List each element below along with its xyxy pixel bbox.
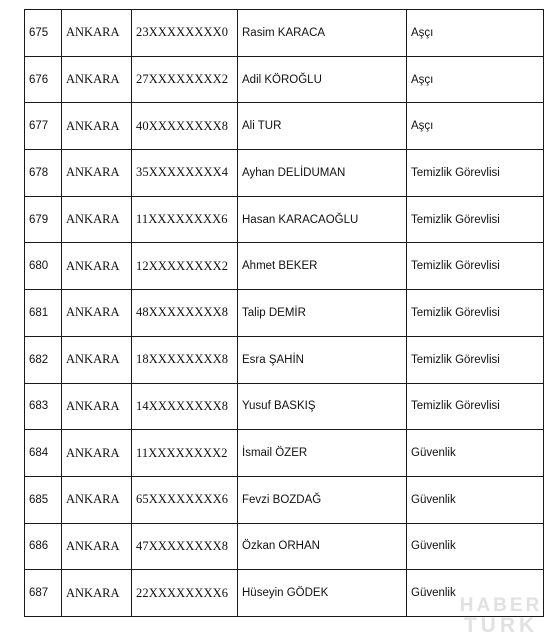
job-title-cell: Güvenlik	[407, 570, 544, 617]
row-number-cell: 685	[25, 476, 62, 523]
city-cell: ANKARA	[62, 290, 132, 337]
city-cell: ANKARA	[62, 476, 132, 523]
id-number-cell: 48XXXXXXXX8	[132, 290, 238, 337]
id-number-cell: 18XXXXXXXX8	[132, 336, 238, 383]
table-row	[25, 290, 544, 337]
row-number-cell: 676	[25, 56, 62, 103]
row-number-cell: 683	[25, 383, 62, 430]
city-cell: ANKARA	[62, 523, 132, 570]
table-row	[25, 570, 544, 617]
row-number-cell: 682	[25, 336, 62, 383]
job-title-cell: Aşçı	[407, 10, 544, 57]
full-name-cell: Fevzi BOZDAĞ	[238, 476, 407, 523]
table-row	[25, 10, 544, 57]
row-number-cell: 687	[25, 570, 62, 617]
id-number-cell: 27XXXXXXXX2	[132, 56, 238, 103]
city-cell: ANKARA	[62, 383, 132, 430]
full-name-cell: Hasan KARACAOĞLU	[238, 196, 407, 243]
table-row	[25, 336, 544, 383]
full-name-cell: İsmail ÖZER	[238, 430, 407, 477]
city-cell: ANKARA	[62, 570, 132, 617]
watermark-line1: HABER	[459, 595, 543, 616]
table-row	[25, 430, 544, 477]
city-cell: ANKARA	[62, 56, 132, 103]
id-number-cell: 23XXXXXXXX0	[132, 10, 238, 57]
id-number-cell: 12XXXXXXXX2	[132, 243, 238, 290]
job-title-cell: Aşçı	[407, 56, 544, 103]
full-name-cell: Esra ŞAHİN	[238, 336, 407, 383]
row-number-cell: 680	[25, 243, 62, 290]
row-number-cell: 684	[25, 430, 62, 477]
job-title-cell: Temizlik Görevlisi	[407, 196, 544, 243]
id-number-cell: 11XXXXXXXX6	[132, 196, 238, 243]
city-cell: ANKARA	[62, 103, 132, 150]
city-cell: ANKARA	[62, 243, 132, 290]
table-row	[25, 476, 544, 523]
job-title-cell: Temizlik Görevlisi	[407, 383, 544, 430]
table-row	[25, 150, 544, 197]
staff-list-body	[25, 10, 544, 617]
full-name-cell: Ali TUR	[238, 103, 407, 150]
job-title-cell: Temizlik Görevlisi	[407, 150, 544, 197]
full-name-cell: Ayhan DELİDUMAN	[238, 150, 407, 197]
row-number-cell: 675	[25, 10, 62, 57]
full-name-cell: Yusuf BASKIŞ	[238, 383, 407, 430]
id-number-cell: 11XXXXXXXX2	[132, 430, 238, 477]
watermark-line2: TURK	[463, 614, 539, 637]
full-name-cell: Özkan ORHAN	[238, 523, 407, 570]
table-row	[25, 243, 544, 290]
row-number-cell: 686	[25, 523, 62, 570]
full-name-cell: Talip DEMİR	[238, 290, 407, 337]
id-number-cell: 47XXXXXXXX8	[132, 523, 238, 570]
row-number-cell: 681	[25, 290, 62, 337]
job-title-cell: Temizlik Görevlisi	[407, 336, 544, 383]
job-title-cell: Temizlik Görevlisi	[407, 290, 544, 337]
city-cell: ANKARA	[62, 336, 132, 383]
job-title-cell: Temizlik Görevlisi	[407, 243, 544, 290]
staff-list-table	[24, 9, 544, 617]
job-title-cell: Güvenlik	[407, 430, 544, 477]
table-row	[25, 103, 544, 150]
table-row	[25, 523, 544, 570]
job-title-cell: Aşçı	[407, 103, 544, 150]
full-name-cell: Hüseyin GÖDEK	[238, 570, 407, 617]
full-name-cell: Rasim KARACA	[238, 10, 407, 57]
table-row	[25, 56, 544, 103]
job-title-cell: Güvenlik	[407, 523, 544, 570]
row-number-cell: 679	[25, 196, 62, 243]
row-number-cell: 678	[25, 150, 62, 197]
id-number-cell: 40XXXXXXXX8	[132, 103, 238, 150]
id-number-cell: 22XXXXXXXX6	[132, 570, 238, 617]
row-number-cell: 677	[25, 103, 62, 150]
city-cell: ANKARA	[62, 150, 132, 197]
full-name-cell: Ahmet BEKER	[238, 243, 407, 290]
table-row	[25, 383, 544, 430]
id-number-cell: 35XXXXXXXX4	[132, 150, 238, 197]
job-title-cell: Güvenlik	[407, 476, 544, 523]
city-cell: ANKARA	[62, 430, 132, 477]
city-cell: ANKARA	[62, 10, 132, 57]
table-row	[25, 196, 544, 243]
id-number-cell: 65XXXXXXXX6	[132, 476, 238, 523]
full-name-cell: Adil KÖROĞLU	[238, 56, 407, 103]
id-number-cell: 14XXXXXXXX8	[132, 383, 238, 430]
city-cell: ANKARA	[62, 196, 132, 243]
